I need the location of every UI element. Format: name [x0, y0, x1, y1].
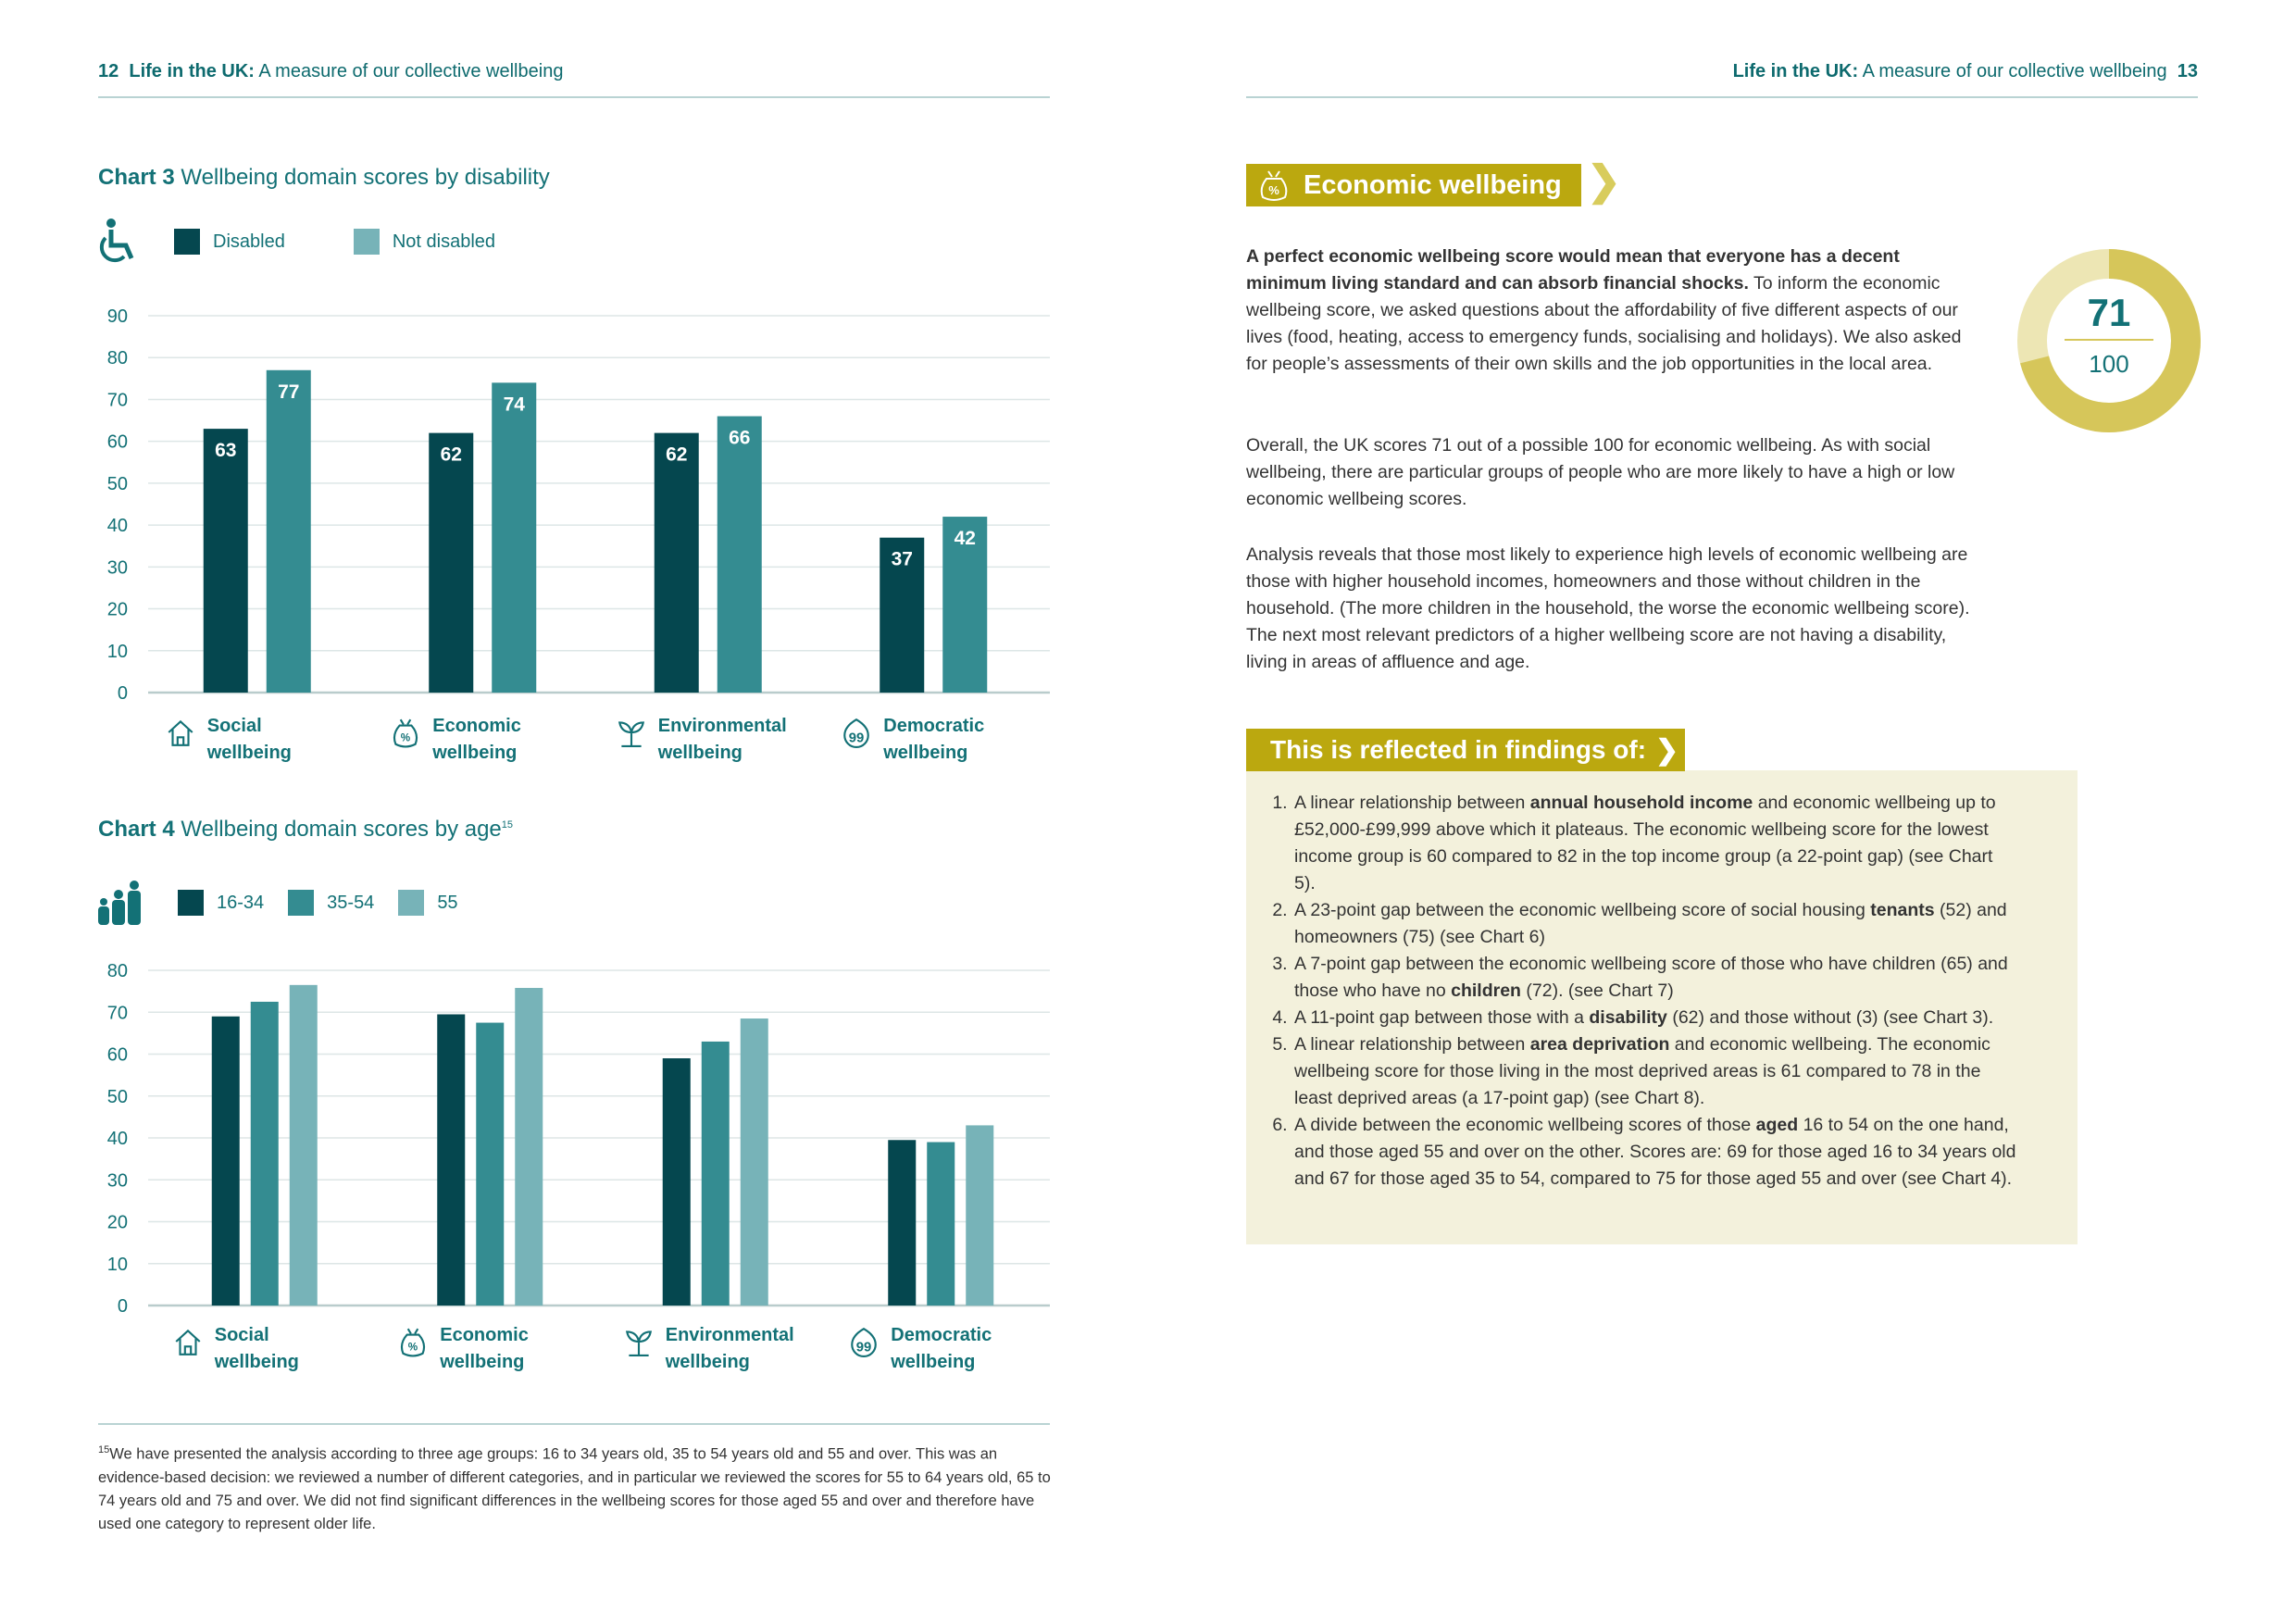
finding-keyword: aged: [1755, 1115, 1799, 1135]
finding-item: [1292, 897, 2018, 951]
category-label: [841, 713, 1013, 767]
chart-number: Chart 4: [98, 817, 175, 842]
header-title-bold: Life in the UK:: [129, 61, 255, 81]
findings-list-container: [1268, 790, 2018, 1193]
finding-item: [1292, 1005, 2018, 1031]
money-bag-icon: [390, 717, 421, 748]
data-label: 77: [278, 381, 300, 403]
y-tick-label: 20: [106, 599, 128, 620]
category-label: [165, 713, 337, 767]
category-label: [390, 713, 562, 767]
intro-text: To inform the economic wellbeing score, we asked questions about the affordability of five different aspects of our lives (food, heating, access to emergency funds, socialising and holidays). We also asked for people’s assessments of their own skills and the job opportunities in the local area.: [1246, 273, 1962, 374]
header-title-bold: Life in the UK:: [1732, 61, 1859, 81]
category-label-text: Environmental wellbeing: [665, 1325, 794, 1372]
bar-16-34: [888, 1140, 916, 1305]
finding-text: A 11-point gap between those with a: [1294, 1007, 1590, 1028]
category-label-text: Environmental wellbeing: [657, 716, 787, 763]
y-tick-label: 0: [117, 1296, 128, 1317]
y-tick-label: 50: [106, 473, 128, 494]
finding-text: A 7-point gap between the economic wellbeing score of those who have children (65) and those who have no: [1294, 954, 2008, 1001]
y-tick-label: 30: [106, 1170, 128, 1192]
svg-text:99: 99: [855, 1340, 872, 1355]
chart3-title: [98, 165, 550, 191]
bar-disabled: [429, 433, 473, 693]
y-tick-label: 60: [106, 1044, 128, 1066]
y-tick-label: 40: [106, 1129, 128, 1149]
footnote-number: 15: [98, 1444, 110, 1455]
finding-keyword: children: [1451, 981, 1521, 1001]
category-label: [397, 1322, 569, 1376]
category-label: [623, 1322, 795, 1376]
footnote-text: We have presented the analysis according to three age groups: 16 to 34 years old, 35 to 54 years old and 55 and over. This was an evidence-based decision: we reviewed a number of different categories, and in particular we reviewed the scores for 55 to 64 years old, 65 to 74 years old and 75 and over. We did not find significant differences in the wellbeing scores for those aged 55 and over and therefore have used one category to represent older life.: [98, 1445, 1051, 1532]
data-label: 62: [666, 443, 688, 466]
chart3-legend: [96, 218, 495, 266]
svg-text:%: %: [401, 731, 411, 744]
header-divider: [1246, 96, 2198, 98]
y-tick-label: 10: [106, 641, 128, 662]
banner-title: This is reflected in findings of:: [1270, 735, 1647, 764]
y-tick-label: 60: [106, 431, 128, 453]
y-tick-label: 70: [106, 390, 128, 411]
seedling-icon: [623, 1326, 655, 1357]
svg-text:%: %: [1268, 183, 1279, 197]
finding-text: A divide between the economic wellbeing scores of those: [1294, 1115, 1756, 1135]
house-icon: [172, 1326, 204, 1357]
findings-banner: [1246, 729, 1685, 771]
chevron-right-icon: ❯: [1655, 734, 1679, 766]
bar-16-34: [437, 1015, 465, 1305]
data-label: 42: [954, 528, 976, 550]
legend-label: 35-54: [327, 892, 375, 913]
intro-bold: A perfect economic wellbeing score would mean that everyone has a decent minimum living standard and can absorb financial shocks.: [1246, 246, 1900, 294]
header-title: A measure of our collective wellbeing: [254, 61, 564, 81]
finding-text: A linear relationship between: [1294, 1034, 1530, 1055]
bar-55: [741, 1018, 768, 1305]
footnote: [98, 1439, 1052, 1536]
finding-item: [1292, 951, 2018, 1005]
finding-item: [1292, 790, 2018, 897]
legend-label: Disabled: [213, 231, 285, 252]
legend-swatch-not-disabled: [354, 229, 380, 255]
bar-16-34: [212, 1017, 240, 1305]
page-number: 12: [98, 61, 119, 81]
finding-keyword: tenants: [1870, 900, 1935, 920]
y-tick-label: 20: [106, 1212, 128, 1233]
bar-not-disabled: [492, 382, 536, 693]
finding-text: 16 to 54 on the one hand, and those aged 55 and over on the other. Scores are: 69 for those aged 16 to 34 years old and 67 for those aged 35 to 54, compared to 75 for those aged 55 and over (see Chart 4).: [1294, 1115, 2016, 1189]
chart4-title: [98, 817, 513, 843]
seedling-icon: [616, 717, 647, 748]
score-divider: [2065, 339, 2153, 341]
page-number: 13: [2177, 61, 2198, 81]
right-page-header: [1733, 61, 2198, 82]
wheelchair-icon: [96, 218, 139, 266]
category-label: [616, 713, 788, 767]
category-label-text: Democratic wellbeing: [891, 1325, 992, 1372]
y-tick-label: 0: [117, 683, 128, 704]
data-label: 63: [215, 440, 237, 462]
left-page-header: [98, 61, 563, 82]
legend-swatch-35-54: [288, 890, 314, 916]
chevron-right-icon: ❯: [1587, 158, 1621, 204]
chart4-plot: [93, 954, 1055, 1319]
chart-title-text: Wellbeing domain scores by age: [181, 817, 502, 842]
bar-not-disabled: [267, 370, 311, 693]
legend-swatch-disabled: [174, 229, 200, 255]
finding-text: A linear relationship between: [1294, 793, 1530, 813]
footnote-divider: [98, 1423, 1050, 1425]
finding-text: (62) and those without (3) (see Chart 3).: [1666, 1007, 1994, 1028]
header-title: A measure of our collective wellbeing: [1858, 61, 2167, 81]
speech-quote-icon: [848, 1326, 880, 1357]
bar-55: [290, 985, 318, 1305]
bar-disabled: [204, 429, 248, 693]
legend-label: 55: [437, 892, 458, 913]
money-bag-icon: [397, 1326, 429, 1357]
findings-list: [1268, 790, 2018, 1193]
finding-item: [1292, 1112, 2018, 1193]
chart-title-text: Wellbeing domain scores by disability: [181, 165, 550, 190]
y-tick-label: 10: [106, 1254, 128, 1275]
chart3-plot: [93, 296, 1055, 704]
legend-swatch-55: [398, 890, 424, 916]
finding-keyword: annual household income: [1529, 793, 1753, 813]
category-label-text: Social wellbeing: [206, 716, 292, 763]
category-label-text: Economic wellbeing: [432, 716, 521, 763]
house-icon: [165, 717, 196, 748]
bar-35-54: [476, 1023, 504, 1305]
svg-text:%: %: [408, 1341, 418, 1354]
legend-label: Not disabled: [392, 231, 496, 252]
svg-text:99: 99: [848, 731, 865, 746]
family-icon: [96, 880, 143, 926]
data-label: 62: [440, 443, 462, 466]
overall-paragraph: Overall, the UK scores 71 out of a possible 100 for economic wellbeing. As with social wellbeing, there are particular groups of people who are more likely to have a high or low economic wellbeing scores.: [1246, 435, 1955, 509]
category-label: [848, 1322, 1020, 1376]
data-label: 74: [503, 394, 525, 416]
y-tick-label: 30: [106, 557, 128, 579]
footnote-ref: 15: [501, 819, 514, 831]
bar-16-34: [663, 1058, 691, 1305]
finding-keyword: disability: [1589, 1007, 1667, 1028]
category-label-text: Democratic wellbeing: [883, 716, 985, 763]
speech-quote-icon: [841, 717, 872, 748]
y-tick-label: 80: [106, 348, 128, 369]
y-tick-label: 90: [106, 306, 128, 327]
data-label: 66: [729, 427, 751, 449]
bar-disabled: [655, 433, 699, 693]
finding-text: and economic wellbeing. The economic wellbeing score for those living in the most deprived areas is 61 compared to 78 in the least deprived areas (a 17-point gap) (see Chart 8).: [1294, 1034, 1990, 1108]
data-label: 37: [891, 548, 913, 570]
legend-swatch-16-34: [178, 890, 204, 916]
bar-not-disabled: [718, 417, 762, 693]
score-donut: [2015, 246, 2203, 435]
chart-number: Chart 3: [98, 165, 175, 190]
legend-label: 16-34: [217, 892, 265, 913]
category-label-text: Economic wellbeing: [440, 1325, 529, 1372]
finding-text: and economic wellbeing up to £52,000-£99,999 above which it plateaus. The economic wellbeing score for the lowest income group is 60 compared to 82 in the top income group (a 22-point gap) (see Chart 5).: [1294, 793, 1996, 893]
finding-text: A 23-point gap between the economic wellbeing score of social housing: [1294, 900, 1871, 920]
analysis-paragraph: Analysis reveals that those most likely to experience high levels of economic wellbeing are those with higher household incomes, homeowners and those without children in the household. (The more children in the household, the worse the economic wellbeing score). The next most relevant predictors of a higher wellbeing score are not having a disability, living in areas of affluence and age.: [1246, 544, 1970, 672]
finding-text: (72). (see Chart 7): [1520, 981, 1674, 1001]
bar-35-54: [702, 1042, 730, 1305]
y-tick-label: 50: [106, 1086, 128, 1107]
bar-35-54: [251, 1002, 279, 1305]
score-max: 100: [2089, 350, 2129, 378]
y-tick-label: 70: [106, 1003, 128, 1024]
bar-55: [515, 988, 543, 1305]
finding-text: (52) and homeowners (75) (see Chart 6): [1294, 900, 2007, 947]
banner-title: Economic wellbeing: [1304, 169, 1562, 200]
bar-35-54: [927, 1143, 955, 1305]
header-divider: [98, 96, 1050, 98]
economic-wellbeing-banner: [1246, 164, 1581, 206]
intro-paragraph: [1246, 244, 1978, 378]
chart4-legend: [96, 880, 458, 926]
finding-keyword: area deprivation: [1529, 1034, 1670, 1055]
finding-item: [1292, 1031, 2018, 1112]
score-value: 71: [2087, 291, 2131, 334]
y-tick-label: 40: [106, 516, 128, 537]
category-label-text: Social wellbeing: [214, 1325, 299, 1372]
category-label: [172, 1322, 344, 1376]
money-bag-icon: [1255, 168, 1292, 203]
bar-55: [966, 1125, 993, 1305]
y-tick-label: 80: [106, 961, 128, 981]
